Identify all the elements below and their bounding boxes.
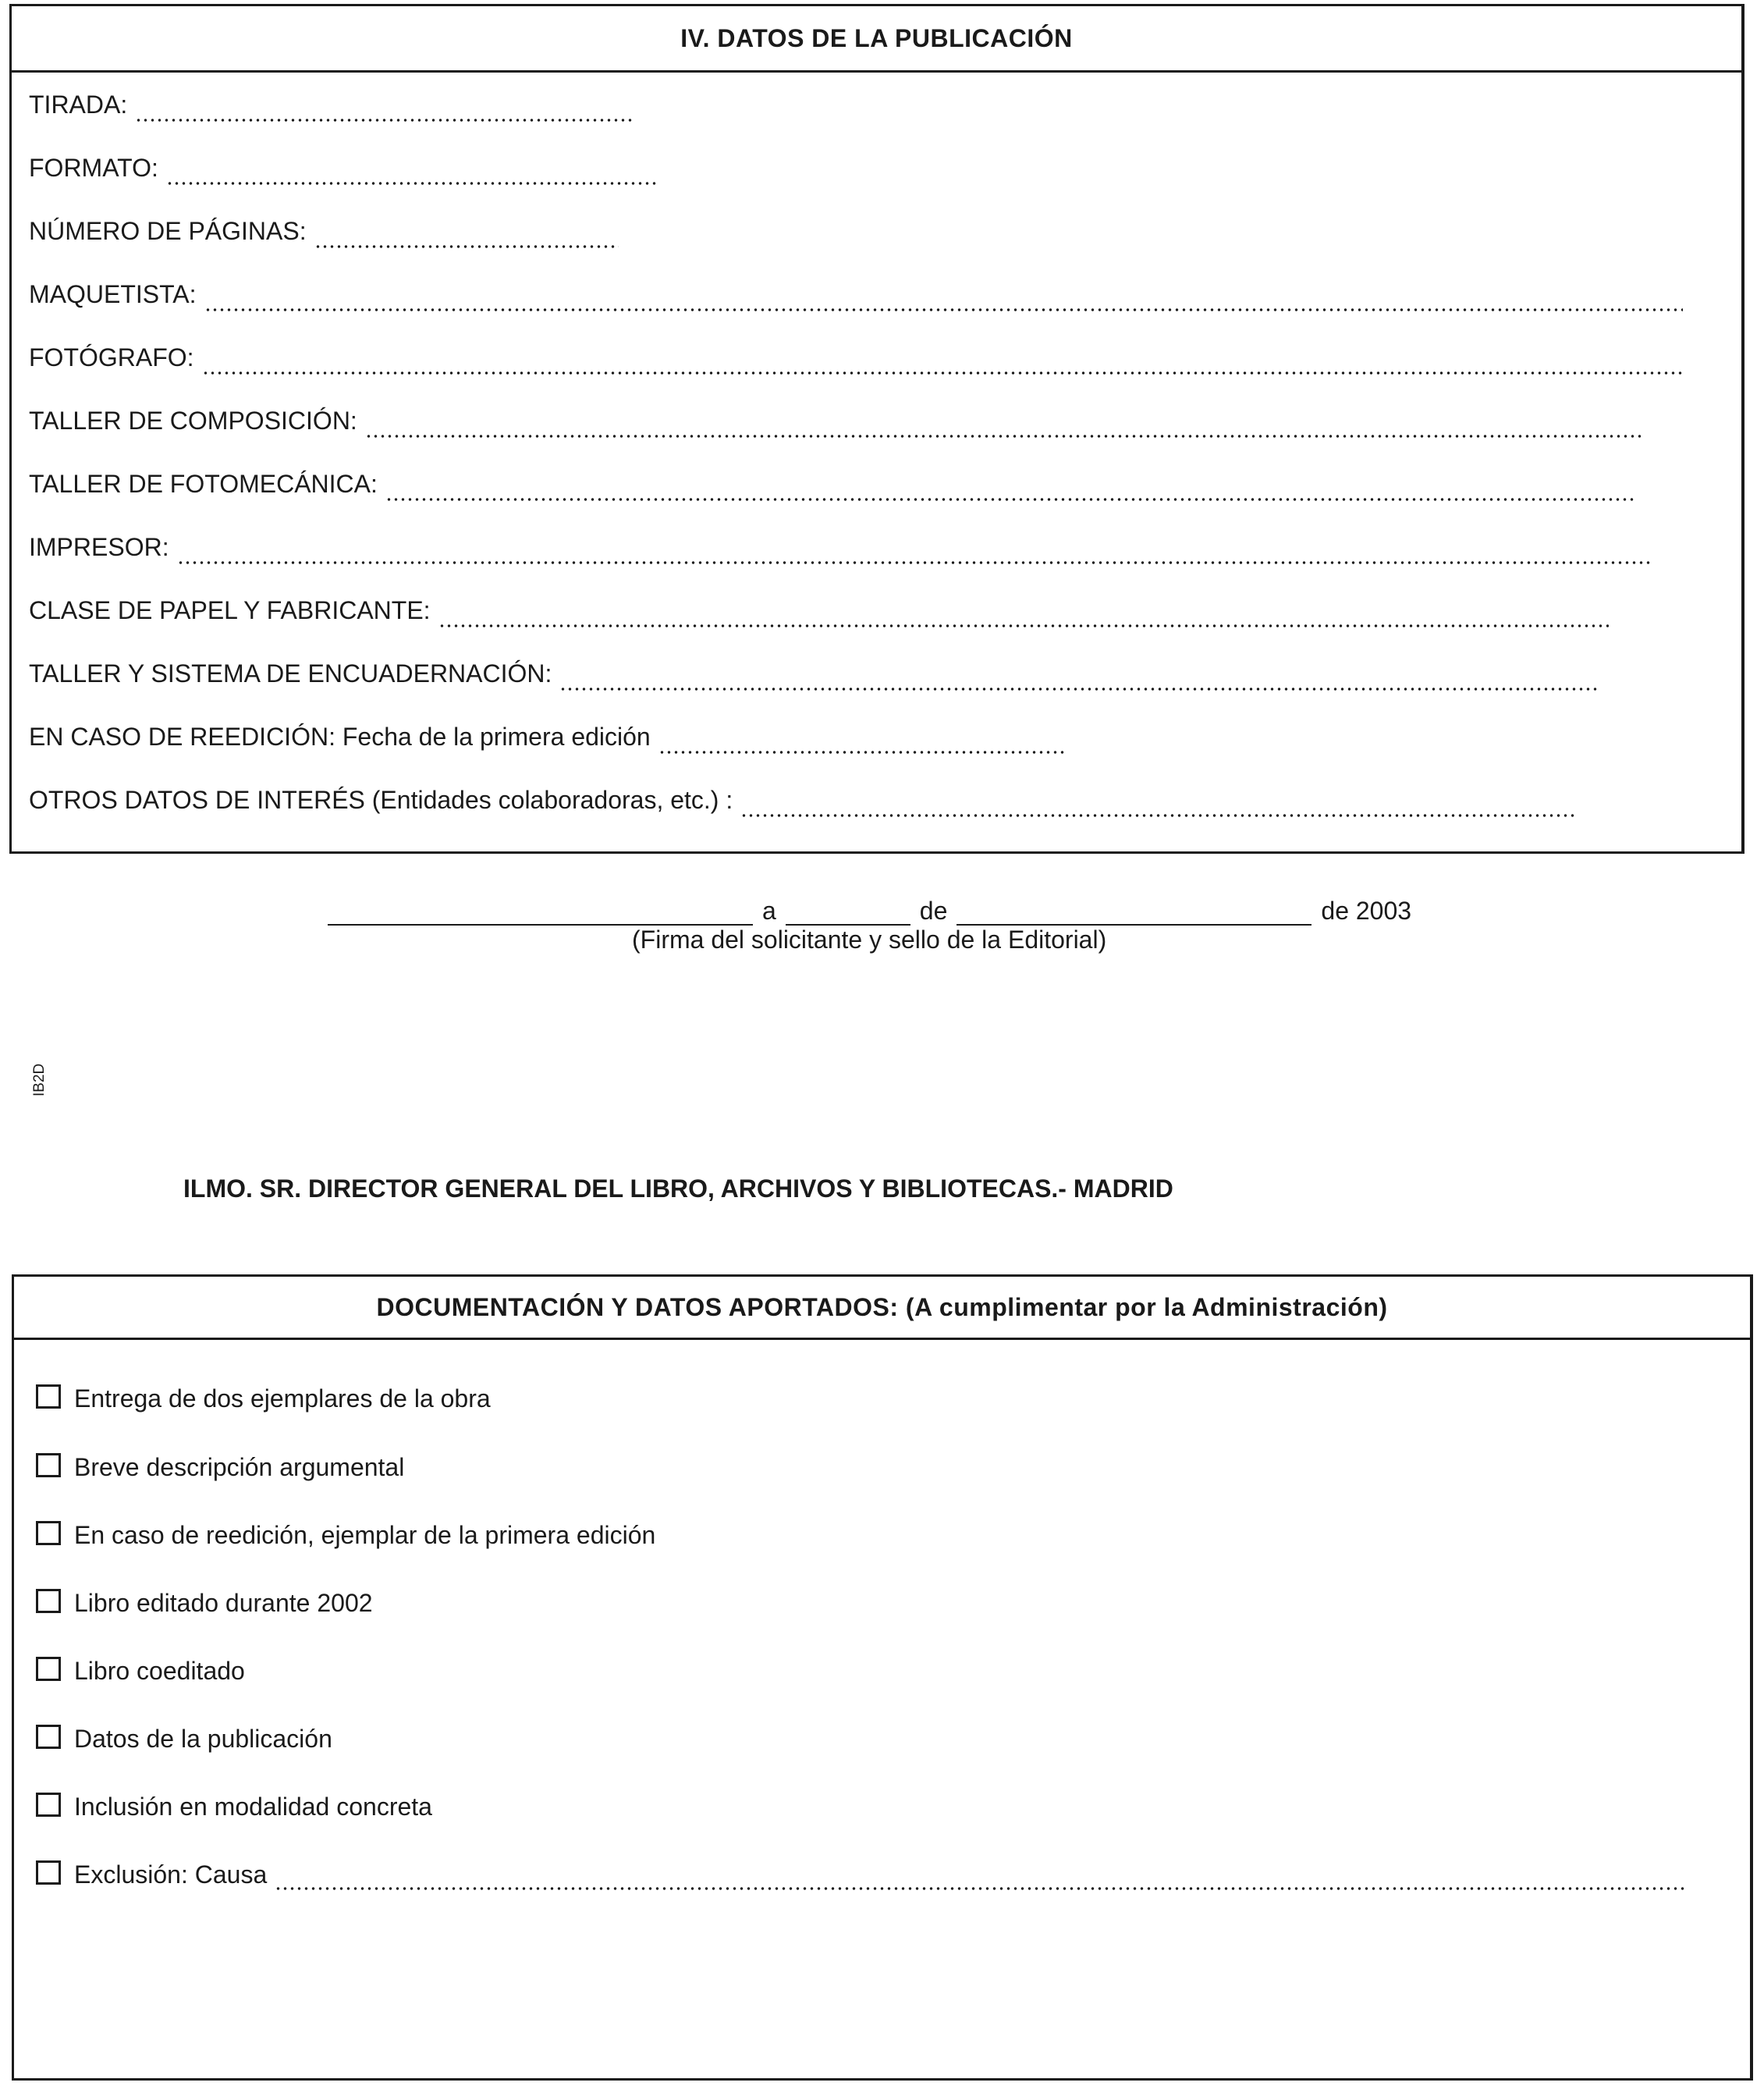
addressee-line: ILMO. SR. DIRECTOR GENERAL DEL LIBRO, ARCHIVOS Y BIBLIOTECAS.- MADRID <box>183 1174 1173 1203</box>
clase-papel-fill-line[interactable] <box>438 624 1609 627</box>
form-side-code: IB2D <box>31 1063 48 1096</box>
checkbox[interactable] <box>36 1657 61 1681</box>
check-item-label: Datos de la publicación <box>74 1725 332 1753</box>
checkbox[interactable] <box>36 1725 61 1749</box>
day-blank[interactable] <box>786 897 910 926</box>
field-label: FOTÓGRAFO: <box>29 343 194 371</box>
month-blank[interactable] <box>957 897 1311 926</box>
field-formato <box>29 154 658 193</box>
publication-data-section <box>9 4 1744 854</box>
field-reedicion-fecha <box>29 723 1064 762</box>
check-item-label: Exclusión: Causa <box>74 1860 268 1889</box>
field-taller-composicion <box>29 407 1645 446</box>
field-taller-encuadernacion <box>29 659 1597 698</box>
field-label: OTROS DATOS DE INTERÉS (Entidades colaboradoras, etc.) : <box>29 786 733 814</box>
field-label: TALLER DE COMPOSICIÓN: <box>29 407 357 435</box>
field-label: MAQUETISTA: <box>29 280 197 308</box>
check-item <box>36 1519 655 1558</box>
exclusion-cause-fill-line[interactable] <box>275 1887 1687 1890</box>
check-item-label: Libro editado durante 2002 <box>74 1589 373 1617</box>
field-label: NÚMERO DE PÁGINAS: <box>29 217 307 245</box>
check-item-exclusion <box>36 1859 1687 1898</box>
field-label: TALLER Y SISTEMA DE ENCUADERNACIÓN: <box>29 659 552 688</box>
check-item <box>36 1723 332 1762</box>
formato-fill-line[interactable] <box>166 182 658 185</box>
taller-encuadernacion-fill-line[interactable] <box>559 688 1597 691</box>
reedicion-fecha-fill-line[interactable] <box>658 751 1064 754</box>
taller-composicion-fill-line[interactable] <box>365 435 1645 438</box>
field-maquetista <box>29 280 1683 319</box>
field-impresor <box>29 533 1652 572</box>
checkbox[interactable] <box>36 1453 61 1477</box>
field-fotografo <box>29 343 1684 382</box>
numero-paginas-fill-line[interactable] <box>314 245 619 248</box>
field-label: CLASE DE PAPEL Y FABRICANTE: <box>29 596 431 624</box>
tirada-fill-line[interactable] <box>135 119 634 122</box>
fotografo-fill-line[interactable] <box>202 371 1684 375</box>
field-label: EN CASO DE REEDICIÓN: Fecha de la primera edición <box>29 723 651 751</box>
taller-fotomecanica-fill-line[interactable] <box>385 498 1634 501</box>
field-label: IMPRESOR: <box>29 533 169 561</box>
documentation-title: DOCUMENTACIÓN Y DATOS APORTADOS: (A cumplimentar por la Administración) <box>14 1277 1750 1340</box>
checkbox[interactable] <box>36 1860 61 1885</box>
date-word-de: de <box>919 897 948 925</box>
field-numero-paginas <box>29 217 619 256</box>
checkbox[interactable] <box>36 1793 61 1817</box>
checkbox[interactable] <box>36 1589 61 1613</box>
impresor-fill-line[interactable] <box>177 561 1652 564</box>
check-item-label: Libro coeditado <box>74 1657 245 1685</box>
check-item-label: Breve descripción argumental <box>74 1453 405 1481</box>
date-year: de 2003 <box>1321 897 1412 925</box>
maquetista-fill-line[interactable] <box>204 308 1683 311</box>
field-clase-papel <box>29 596 1609 635</box>
section-title: IV. DATOS DE LA PUBLICACIÓN <box>12 6 1741 73</box>
field-taller-fotomecanica <box>29 470 1634 509</box>
check-item <box>36 1655 245 1694</box>
field-label: FORMATO: <box>29 154 158 182</box>
signature-caption: (Firma del solicitante y sello de la Editorial) <box>632 926 1107 954</box>
check-item-label: Inclusión en modalidad concreta <box>74 1793 432 1821</box>
field-label: TALLER DE FOTOMECÁNICA: <box>29 470 378 498</box>
checkbox[interactable] <box>36 1384 61 1409</box>
check-item <box>36 1383 491 1422</box>
documentation-section <box>12 1274 1753 2081</box>
check-item <box>36 1791 432 1830</box>
field-otros-datos <box>29 786 1575 825</box>
check-item-label: Entrega de dos ejemplares de la obra <box>74 1384 491 1413</box>
check-item <box>36 1587 373 1626</box>
checkbox[interactable] <box>36 1521 61 1545</box>
check-item <box>36 1452 404 1491</box>
field-tirada <box>29 91 634 130</box>
check-item-label: En caso de reedición, ejemplar de la primera edición <box>74 1521 656 1549</box>
place-blank[interactable] <box>328 897 753 926</box>
date-line <box>328 891 1421 926</box>
field-label: TIRADA: <box>29 91 128 119</box>
otros-datos-fill-line[interactable] <box>740 814 1575 817</box>
date-word-a: a <box>762 897 776 925</box>
